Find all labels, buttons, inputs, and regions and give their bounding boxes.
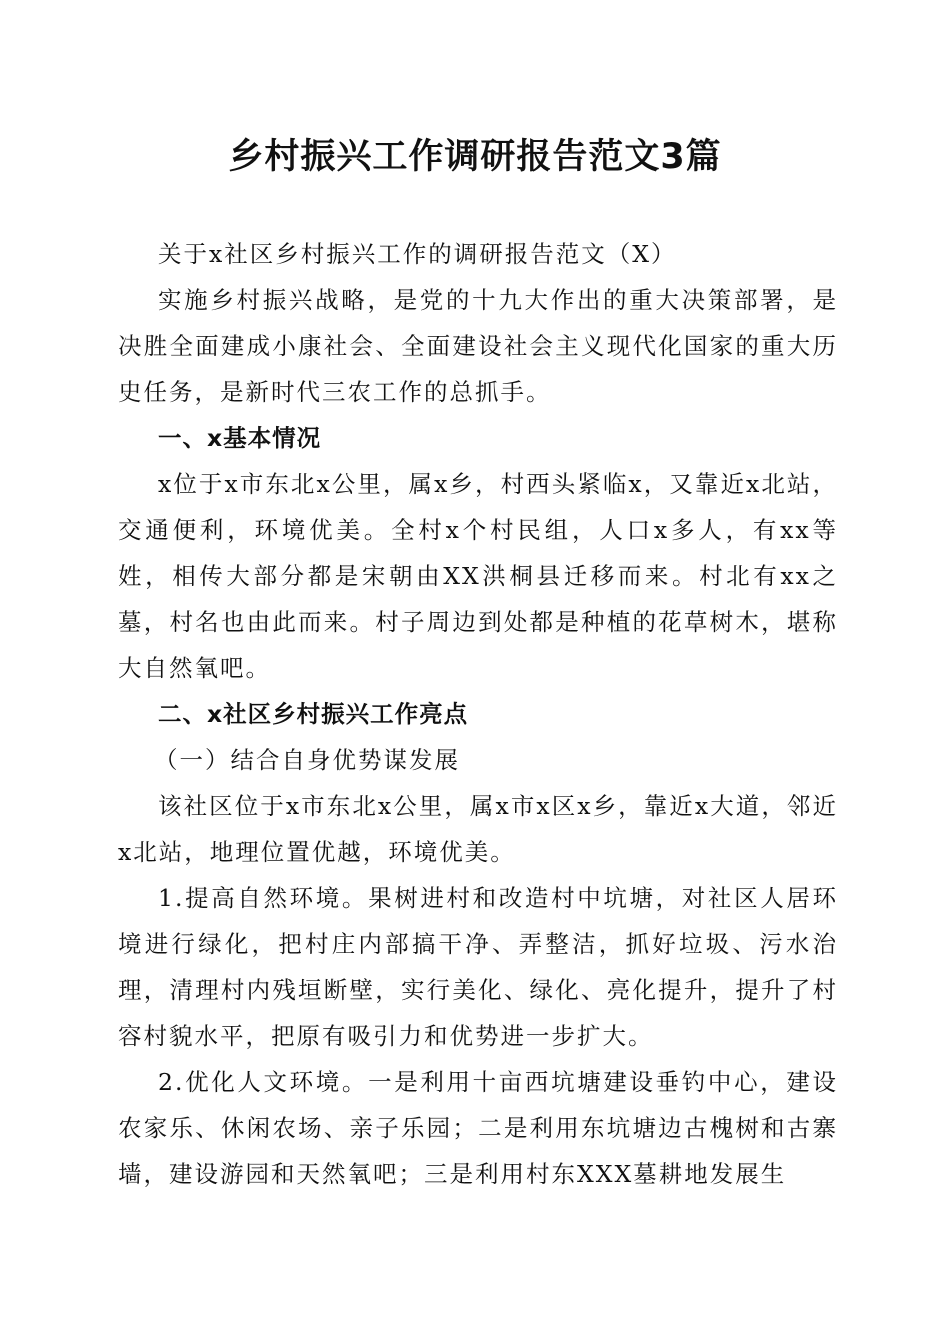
paragraph-location: 该社区位于x市东北x公里，属x市x区x乡，靠近x大道，邻近x北站，地理位置优越，环境优美。 — [118, 792, 838, 866]
paragraph-cultural-environment: 2.优化人文环境。一是利用十亩西坑塘建设垂钓中心，建设农家乐、休闲农场、亲子乐园；二是利用东坑塘边古槐树和古寨墙，建设游园和天然氧吧；三是利用村东XXX墓耕地发展生 — [118, 1068, 838, 1188]
section-heading-basic-situation: 一、x基本情况 — [158, 424, 322, 452]
document-body — [118, 231, 838, 1197]
paragraph-basic-situation: x位于x市东北x公里，属x乡，村西头紧临x，又靠近x北站，交通便利，环境优美。全村x个村民组，人口x多人，有xx等姓，相传大部分都是宋朝由XX洪桐县迁移而来。村北有xx之墓，村名也由此而来。村子周边到处都是种植的花草树木，堪称大自然氧吧。 — [118, 470, 838, 682]
paragraph-report-subtitle: 关于x社区乡村振兴工作的调研报告范文（X） — [158, 240, 677, 268]
document-title: 乡村振兴工作调研报告范文3篇 — [228, 137, 722, 177]
subsection-heading-advantages: （一）结合自身优势谋发展 — [154, 746, 460, 774]
paragraph-intro: 实施乡村振兴战略，是党的十九大作出的重大决策部署，是决胜全面建成小康社会、全面建设社会主义现代化国家的重大历史任务，是新时代三农工作的总抓手。 — [118, 286, 838, 406]
section-heading-highlights: 二、x社区乡村振兴工作亮点 — [158, 700, 469, 728]
paragraph-natural-environment: 1.提高自然环境。果树进村和改造村中坑塘，对社区人居环境进行绿化，把村庄内部搞干净、弄整洁，抓好垃圾、污水治理，清理村内残垣断壁，实行美化、绿化、亮化提升，提升了村容村貌水平，把原有吸引力和优势进一步扩大。 — [118, 884, 838, 1050]
